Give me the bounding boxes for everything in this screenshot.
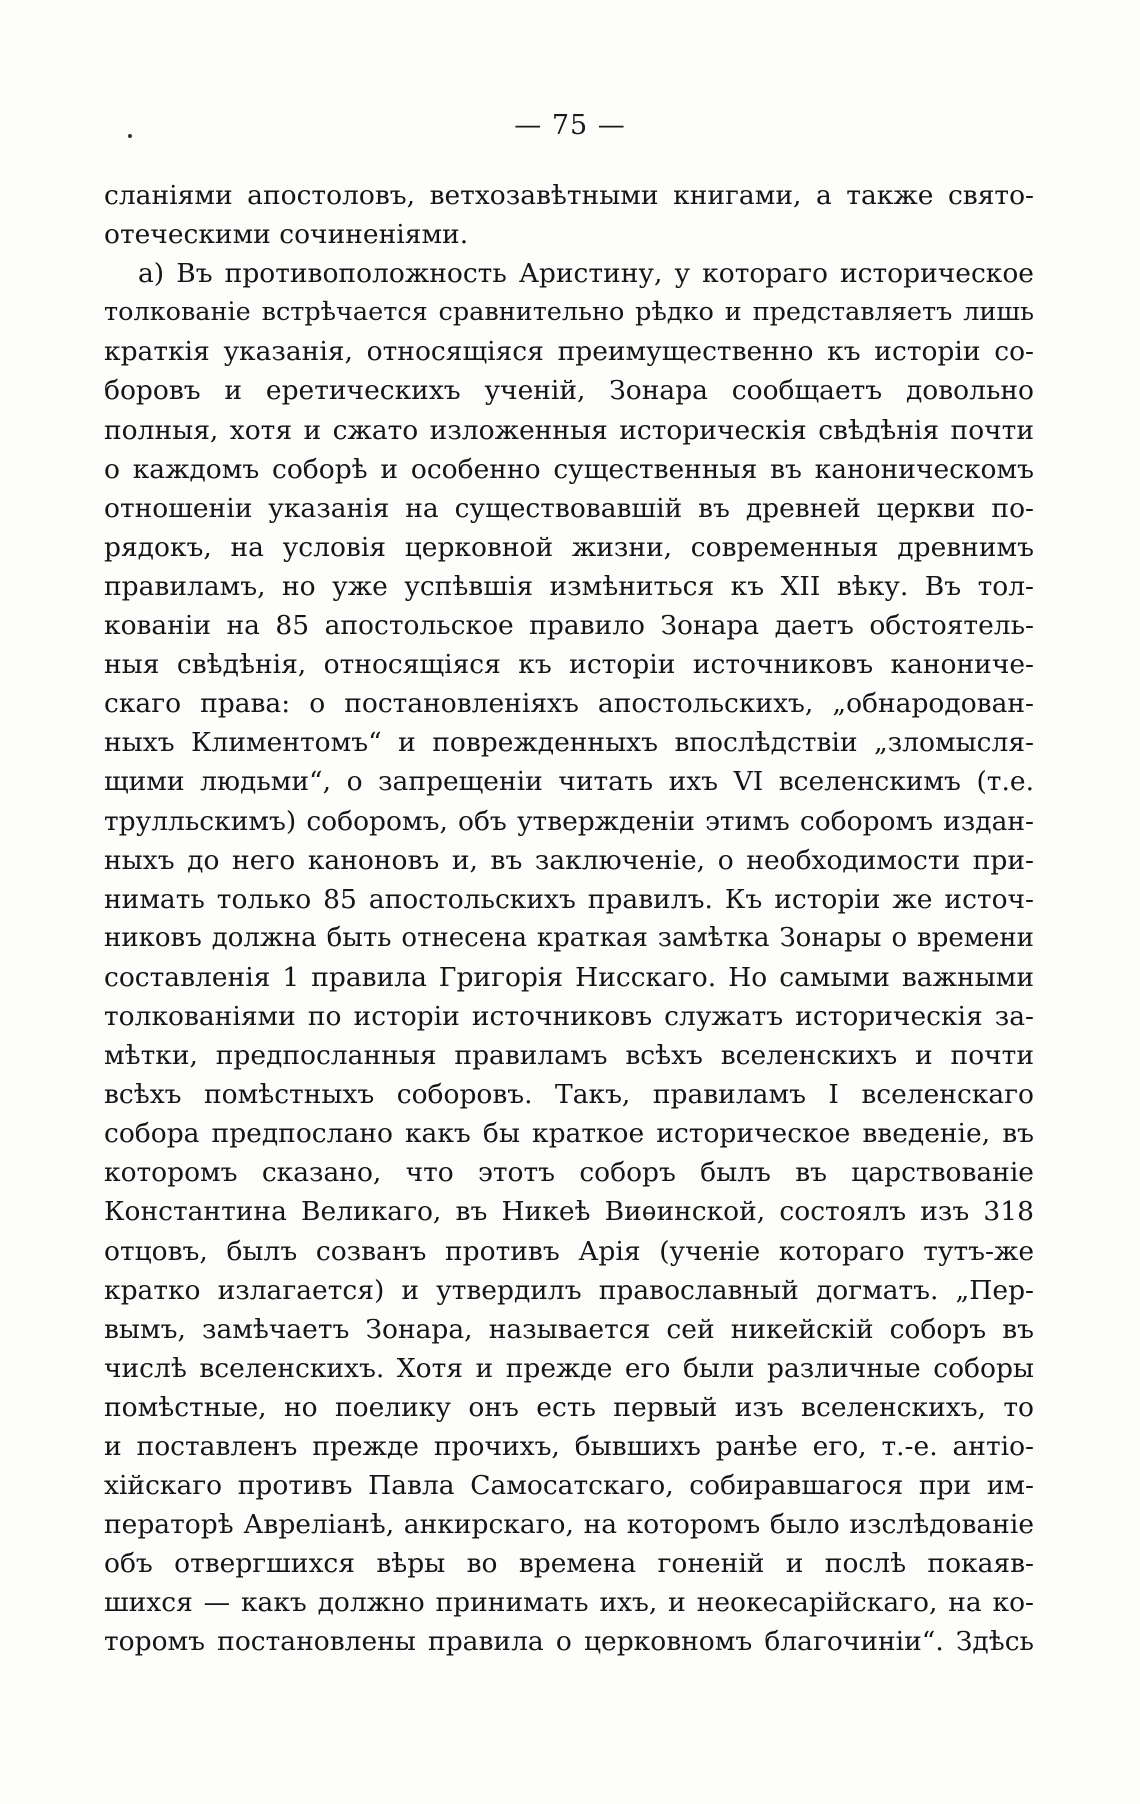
text-line: толкованіями по исторіи источниковъ служатъ историческія за- — [104, 1000, 1034, 1032]
text-line: числѣ вселенскихъ. Хотя и прежде его были различные соборы — [104, 1352, 1034, 1384]
text-line: мѣтки, предпосланныя правиламъ всѣхъ вселенскихъ и почти — [104, 1040, 1034, 1072]
text-line: объ отвергшихся вѣры во времена гоненій и послѣ покаяв- — [104, 1548, 1034, 1580]
text-line: составленія 1 правила Григорія Нисскаго. Но самыми важными — [104, 961, 1034, 993]
text-line: и поставленъ прежде прочихъ, бывшихъ ранѣе его, т.-е. антіо- — [104, 1431, 1034, 1462]
text-line: хійскаго противъ Павла Самосатскаго, собиравшагося при им- — [104, 1470, 1034, 1502]
text-line: помѣстные, но поелику онъ есть первый изъ вселенскихъ, то — [104, 1391, 1034, 1423]
text-line: отцовъ, былъ созванъ противъ Арія (ученіе котораго тутъ-же — [104, 1235, 1034, 1267]
text-line: нимать только 85 апостольскихъ правилъ. Къ исторіи же источ- — [104, 883, 1034, 915]
text-line: отеческими сочиненіями. — [104, 219, 469, 251]
text-line: полныя, хотя и сжато изложенныя историческія свѣдѣнія почти — [104, 414, 1034, 446]
text-line: рядокъ, на условія церковной жизни, современныя древнимъ — [104, 531, 1034, 563]
text-line: ныхъ до него каноновъ и, въ заключеніе, о необходимости при- — [104, 844, 1034, 876]
text-line: ператорѣ Авреліанѣ, анкирскаго, на которомъ было изслѣдованіе — [104, 1509, 1034, 1541]
text-line: кованіи на 85 апостольское правило Зонара даетъ обстоятель- — [104, 610, 1034, 642]
text-line: которомъ сказано, что этотъ соборъ былъ въ царствованіе — [104, 1157, 1034, 1189]
text-line: трулльскимъ) соборомъ, объ утвержденіи этимъ соборомъ издан- — [104, 805, 1034, 837]
text-line: вымъ, замѣчаетъ Зонара, называется сей никейскій соборъ въ — [104, 1313, 1034, 1345]
text-line: скаго права: о постановленіяхъ апостольскихъ, „обнародован- — [104, 688, 1034, 720]
text-line: ныхъ Климентомъ“ и поврежденныхъ впослѣдствіи „зломысля- — [104, 727, 1034, 759]
text-line: никовъ должна быть отнесена краткая замѣтка Зонары о времени — [104, 922, 1034, 953]
body-text — [104, 176, 1034, 1661]
text-line: собора предпослано какъ бы краткое историческое введеніе, въ — [104, 1118, 1034, 1150]
text-line: кратко излагается) и утвердилъ православный догматъ. „Пер- — [104, 1274, 1034, 1306]
text-line: отношеніи указанія на существовавшій въ древней церкви по- — [104, 492, 1034, 524]
text-line: щими людьми“, о запрещеніи читать ихъ VI вселенскимъ (т.е. — [104, 766, 1034, 798]
text-line: а) Въ противоположность Аристину, у котораго историческое — [138, 258, 1034, 290]
text-line: сланіями апостоловъ, ветхозавѣтными книгами, а также свято- — [104, 180, 1034, 211]
text-line: ныя свѣдѣнія, относящіяся къ исторіи источниковъ канониче- — [104, 649, 1034, 681]
text-line: краткія указанія, относящіяся преимущественно къ исторіи со- — [104, 336, 1034, 368]
page-number: — 75 — — [514, 110, 626, 141]
text-line: Константина Великаго, въ Никеѣ Виѳинской, состоялъ изъ 318 — [104, 1196, 1034, 1228]
text-line: правиламъ, но уже успѣвшія измѣниться къ XII вѣку. Въ тол- — [104, 570, 1034, 602]
text-line: боровъ и еретическихъ ученій, Зонара сообщаетъ довольно — [104, 375, 1034, 407]
text-line: торомъ постановлены правила о церковномъ благочиніи“. Здѣсь — [104, 1626, 1034, 1658]
text-line: шихся — какъ должно принимать ихъ, и неокесарійскаго, на ко- — [104, 1587, 1034, 1619]
text-line: всѣхъ помѣстныхъ соборовъ. Такъ, правиламъ I вселенскаго — [104, 1079, 1034, 1111]
text-line: толкованіе встрѣчается сравнительно рѣдко и представляетъ лишь — [104, 297, 1034, 328]
text-line: о каждомъ соборѣ и особенно существенныя въ каноническомъ — [104, 453, 1034, 485]
